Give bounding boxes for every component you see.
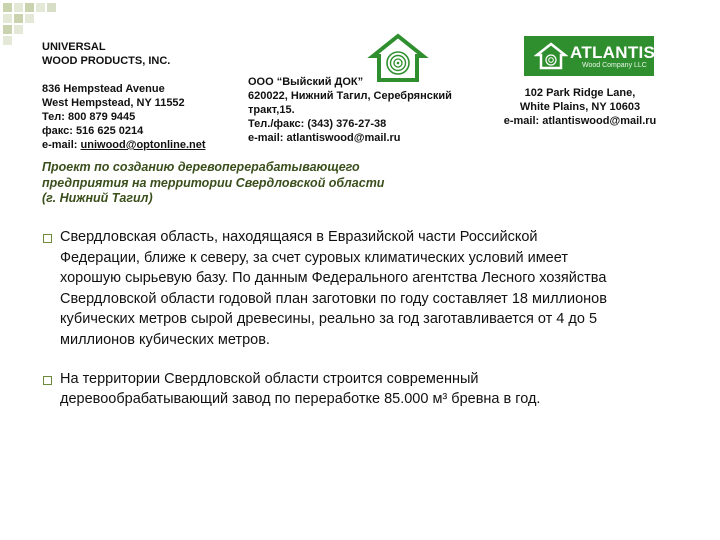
paragraph-line: миллионов кубических метров. bbox=[60, 331, 270, 348]
paragraph-text bbox=[60, 227, 682, 351]
square-bullet-icon bbox=[43, 376, 52, 385]
corner-square bbox=[25, 14, 34, 23]
address-line1: 836 Hempstead Avenue bbox=[42, 83, 165, 95]
project-title bbox=[42, 160, 442, 207]
atlantis-contact-block bbox=[490, 86, 670, 128]
email-label: e-mail: bbox=[42, 139, 81, 151]
email-link[interactable]: uniwood@optonline.net bbox=[80, 139, 206, 151]
project-title-line2: предприятия на территории Свердловской области bbox=[42, 175, 385, 190]
paragraph-line: Федерации, ближе к северу, за счет суровых климатических условий имеет bbox=[60, 249, 568, 266]
corner-square bbox=[3, 36, 12, 45]
email-line: e-mail: atlantiswood@mail.ru bbox=[248, 132, 401, 144]
company-name: ООО “Выйский ДОК” bbox=[248, 76, 364, 88]
corner-square bbox=[47, 3, 56, 12]
phone-line: Тел: 800 879 9445 bbox=[42, 111, 136, 123]
paragraph-text bbox=[60, 369, 682, 410]
bullet-paragraph bbox=[42, 369, 682, 410]
project-title-line1: Проект по созданию деревоперерабатывающего bbox=[42, 160, 360, 174]
atlantis-house-icon bbox=[534, 41, 568, 71]
vyisky-dok-contact-block bbox=[248, 75, 468, 145]
address-line2: White Plains, NY 10603 bbox=[519, 101, 641, 113]
corner-square bbox=[14, 3, 23, 12]
bullet-paragraph bbox=[42, 227, 682, 351]
address-line1: 620022, Нижний Тагил, Серебрянский bbox=[248, 90, 452, 102]
paragraph-line: деревообрабатывающий завод по переработке 85.000 м³ бревна в год. bbox=[60, 391, 541, 408]
square-bullet-icon bbox=[43, 234, 52, 243]
corner-square bbox=[3, 14, 12, 23]
address-line1: 102 Park Ridge Lane, bbox=[524, 87, 636, 99]
paragraph-line: На территории Свердловской области строится современный bbox=[60, 370, 479, 387]
atlantis-logo-subtitle: Wood Company LLC bbox=[582, 62, 647, 69]
project-title-line3: (г. Нижний Тагил) bbox=[42, 191, 153, 205]
corner-square bbox=[14, 25, 23, 34]
address-line2: West Hempstead, NY 11552 bbox=[42, 97, 185, 109]
corner-square bbox=[3, 3, 12, 12]
corner-square bbox=[14, 14, 23, 23]
paragraph-line: хорошую сырьевую базу. По данным Федерального агентства Лесного хозяйства bbox=[60, 270, 607, 287]
corner-square bbox=[36, 3, 45, 12]
company-name-line2: WOOD PRODUCTS, INC. bbox=[42, 55, 171, 67]
company-name-line1: UNIVERSAL bbox=[42, 41, 106, 53]
address-line2: тракт,15. bbox=[248, 104, 295, 116]
paragraph-line: Свердловская область, находящаяся в Евразийской части Российской bbox=[60, 229, 538, 245]
bullet-list bbox=[42, 227, 682, 428]
corner-square bbox=[25, 3, 34, 12]
email-line bbox=[42, 138, 242, 152]
company-address bbox=[42, 82, 242, 152]
email-line: e-mail: atlantiswood@mail.ru bbox=[503, 115, 657, 127]
phone-fax-line: Тел./факс: (343) 376-27-38 bbox=[248, 118, 387, 130]
paragraph-line: кубических метров сырой древесины, реально за год заготавливается от 4 до 5 bbox=[60, 311, 598, 328]
paragraph-line: Свердловской области годовой план заготовки по году составляет 18 миллионов bbox=[60, 290, 607, 307]
corner-square bbox=[3, 25, 12, 34]
fax-line: факс: 516 625 0214 bbox=[42, 125, 144, 137]
atlantis-logo-name: ATLANTIS bbox=[570, 43, 656, 62]
universal-wood-contact-block bbox=[42, 40, 242, 152]
atlantis-logo bbox=[524, 36, 654, 76]
